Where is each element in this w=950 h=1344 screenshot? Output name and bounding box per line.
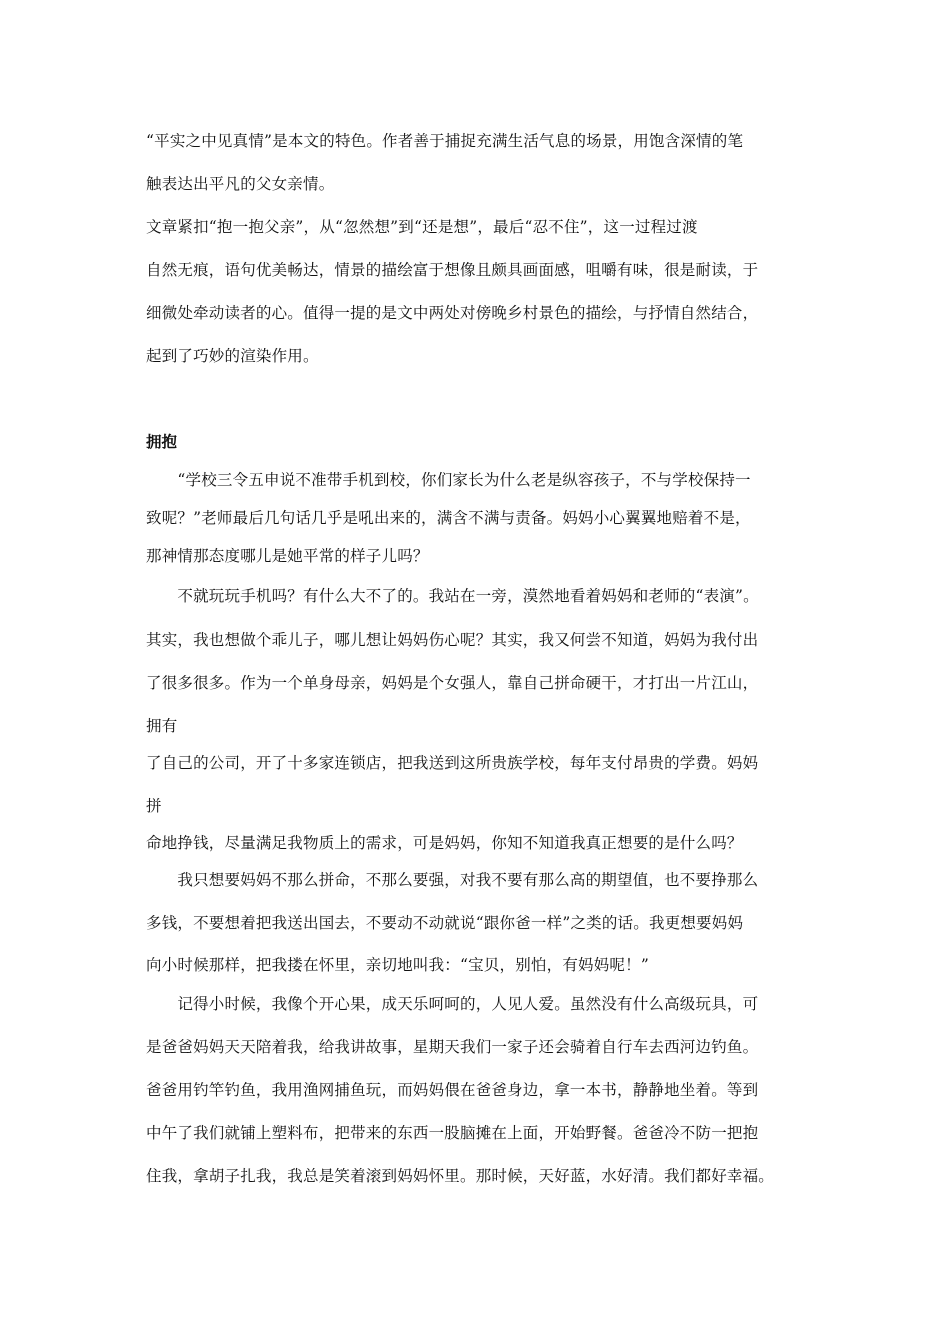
- essay-line: 那神情那态度哪儿是她平常的样子儿吗？: [146, 547, 429, 565]
- essay-title: 拥抱: [146, 433, 178, 451]
- essay-line: 命地挣钱，尽量满足我物质上的需求，可是妈妈，你知不知道我真正想要的是什么吗？: [146, 834, 743, 852]
- essay-line: 了很多很多。作为一个单身母亲，妈妈是个女强人，靠自己拼命硬干，才打出一片江山，: [146, 674, 759, 692]
- commentary-line: 触表达出平凡的父女亲情。: [146, 175, 335, 193]
- essay-line: 多钱，不要想着把我送出国去，不要动不动就说“跟你爸一样”之类的话。我更想要妈妈: [146, 914, 744, 932]
- essay-line: 是爸爸妈妈天天陪着我，给我讲故事，星期天我们一家子还会骑着自行车去西河边钓鱼。: [146, 1038, 759, 1056]
- essay-line: 致呢？”老师最后几句话几乎是吼出来的，满含不满与责备。妈妈小心翼翼地赔着不是，: [146, 509, 751, 527]
- commentary-line: “平实之中见真情”是本文的特色。作者善于捕捉充满生活气息的场景，用饱含深情的笔: [146, 132, 744, 150]
- commentary-line: 细微处牵动读者的心。值得一提的是文中两处对傍晚乡村景色的描绘，与抒情自然结合，: [146, 304, 759, 322]
- essay-line: 记得小时候，我像个开心果，成天乐呵呵的，人见人爱。虽然没有什么高级玩具，可: [146, 995, 759, 1013]
- essay-line: 我只想要妈妈不那么拼命，不那么要强，对我不要有那么高的期望值，也不要挣那么: [146, 871, 759, 889]
- essay-line: “学校三令五申说不准带手机到校，你们家长为什么老是纵容孩子，不与学校保持一: [146, 471, 751, 489]
- essay-line: 向小时候那样，把我搂在怀里，亲切地叫我：“宝贝，别怕，有妈妈呢！”: [146, 956, 649, 974]
- essay-line: 拥有: [146, 717, 178, 735]
- essay-line: 了自己的公司，开了十多家连锁店，把我送到这所贵族学校，每年支付昂贵的学费。妈妈: [146, 754, 759, 772]
- commentary-line: 起到了巧妙的渲染作用。: [146, 347, 319, 365]
- essay-line: 中午了我们就铺上塑料布，把带来的东西一股脑摊在上面，开始野餐。爸爸冷不防一把抱: [146, 1124, 759, 1142]
- essay-line: 爸爸用钓竿钓鱼，我用渔网捕鱼玩，而妈妈偎在爸爸身边，拿一本书，静静地坐着。等到: [146, 1081, 759, 1099]
- essay-line: 拼: [146, 797, 162, 815]
- essay-line: 其实，我也想做个乖儿子，哪儿想让妈妈伤心呢？其实，我又何尝不知道，妈妈为我付出: [146, 631, 759, 649]
- essay-line: 不就玩玩手机吗？有什么大不了的。我站在一旁，漠然地看着妈妈和老师的“表演”。: [146, 587, 759, 605]
- commentary-line: 自然无痕，语句优美畅达，情景的描绘富于想像且颇具画面感，咀嚼有味，很是耐读，于: [146, 261, 759, 279]
- essay-line: 住我，拿胡子扎我，我总是笑着滚到妈妈怀里。那时候，天好蓝，水好清。我们都好幸福。: [146, 1167, 775, 1185]
- commentary-line: 文章紧扣“抱一抱父亲”，从“忽然想”到“还是想”，最后“忍不住”，这一过程过渡: [146, 218, 698, 236]
